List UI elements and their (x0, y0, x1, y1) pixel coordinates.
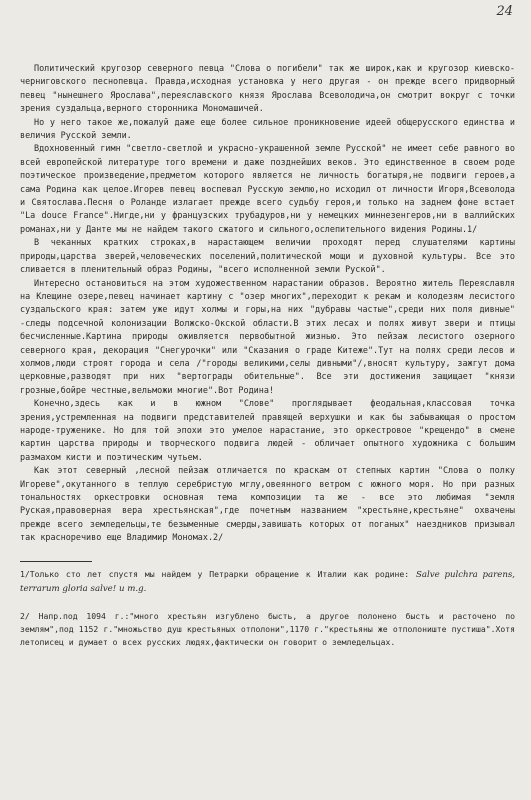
paragraph: В чеканных кратких строках,в нарастающем величии проходят перед слушателями картины природы,царства зверей,человеческих поселений,политической мощи и духовной культуры. Все это сливается в пленительный образ Родины, "всего исполненной земли Руской". (20, 237, 515, 275)
paragraph: Политический кругозор северного певца "Слова о погибели" так же широк,как и кругозор киевско-черниговского песнопевца. Правда,исходная установка у него другая - он прежде всего придворный певец "нынешнего Ярослава",переяславского князя Ярослава Всеволодича,он смотрит вокруг с точки зрения суздальца,верного сторонника Мономашичей. (20, 63, 515, 114)
paragraph: Но у него такое же,пожалуй даже еще более сильное проникновение идеей общерусского единства и величия Русской земли. (20, 116, 515, 141)
footnote-1 (20, 568, 515, 596)
paragraph: Конечно,здесь как и в южном "Слове" проглядывает феодальная,классовая точка зрения,устремленная на подвиги представителей правящей верхушки и как бы забывающая о простом народе-труженике. Но для той эпохи это умелое нарастание, это оркестровое "крещендо" в смене картин царства природы и творческого подвига людей - обличает опытного художника с большим размахом кисти и поэтическим чутьем. (20, 398, 515, 462)
paragraph: Как этот северный ,лесной пейзаж отличается по краскам от степных картин "Слова о полку Игореве",окутанного в теплую серебристую мглу,овеянного ветром с южного моря. Но при разных тональностях оркестровки основная тема композиции та же - все это любимая "земля Руская,правоверная вера хрестьянская",где почетным названием "хрестьяне,крестьяне" охвачены прежде всего земледельцы,те безыменные смерды,завишать которых от поганых" наездников призывал так красноречиво еще Владимир Мономах.2/ (20, 465, 515, 543)
paragraph: Вдохновенный гимн "светло-светлой и украсно-украшенной земле Русской" не имеет себе равного во всей европейской литературе того времени и даже позднейших веков. Это единственное в своем роде поэтическое произведение,предметом которого является не личность богатыря,не подвиги героев,а сама Родина как целое.Игорев певец воспевал Русскую землю,но исходил от личности Игоря,Всеволода и Святослава.Песня о Роланде излагает прежде всего судьбу героя,и только на заднем фоне встает "La douce France".Нигде,ни у французских трубадуров,ни у немецких миннезенгеров,ни в валлийских романах,ни у Данте мы не найдем такого сжатого и сильного,ослепительного видения Родины.1/ (20, 143, 515, 234)
page-number: 24 (496, 4, 513, 19)
handwritten-quote: Salve pulchra parens, terrarum gloria salve! u m.g. (20, 569, 516, 594)
body-text (20, 62, 515, 545)
footnote-text: 2/ Напр.под 1094 г.:"много хрестьян изгублено бысть, а другое полонено бысть и расточено по землям",под 1152 г."множьство душ крестьяных отполони",1170 г."крестьяны же отполониште пустиша".Хотя летописец и думает о всех русских людях,фактически он говорит о земледельцах. (20, 610, 515, 647)
footnote-divider (20, 561, 92, 562)
footnote-2 (20, 610, 515, 649)
paragraph: Интересно остановиться на этом художественном нарастании образов. Вероятно житель Переяславля на Клещине озере,певец начинает картину с "озер многих",переходит к рекам и колодезям лесистого суздальского края: затем уже идут холмы и горы,на них "дубравы частые",среди них поля дивные" -следы подсечной колонизации Волжско-Окской области.В этих лесах и полях живут звери и птицы бесчисленные.Картина природы оживляется первобытной жизнью. Это пейзаж лесистого озерного северного края, декорация "Снегурочки" или "Сказания о граде Китеже".Тут на полях среди лесов и холмов,люди строят города и села /"городы великими,селы дивными"/,вносят культуру, зажгут дома церковные,разводят при них "вертограды обительные". Все эти достижения защищает "князи грозные,бойре честные,вельможи многие".Вот Родина! (20, 277, 515, 395)
footnote-text: 1/Только сто лет спустя мы найдем у Петрарки обращение к Италии как родине: (20, 568, 410, 579)
